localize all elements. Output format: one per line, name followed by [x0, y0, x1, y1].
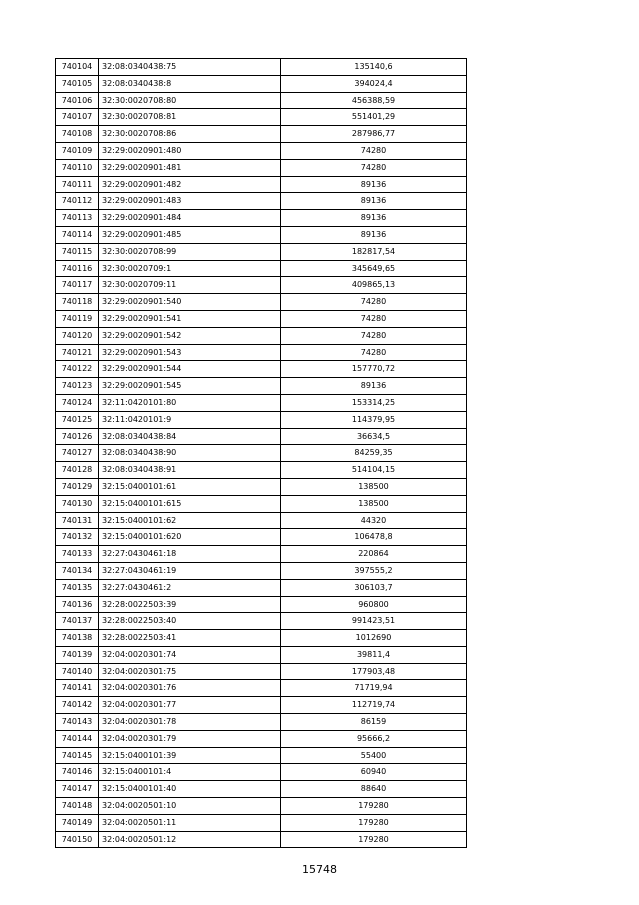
cadastral-number-cell: 32:11:0420101:9 — [99, 411, 281, 428]
table-body — [56, 59, 467, 848]
value-cell: 960800 — [281, 596, 467, 613]
table-row — [56, 529, 467, 546]
value-cell: 74280 — [281, 327, 467, 344]
value-cell: 345649,65 — [281, 260, 467, 277]
table-row — [56, 75, 467, 92]
cadastral-number-cell: 32:27:0430461:2 — [99, 579, 281, 596]
cadastral-number-cell: 32:29:0020901:545 — [99, 378, 281, 395]
value-cell: 112719,74 — [281, 697, 467, 714]
table-row — [56, 193, 467, 210]
table-row — [56, 310, 467, 327]
cadastral-number-cell: 32:27:0430461:19 — [99, 562, 281, 579]
cadastral-number-cell: 32:04:0020301:78 — [99, 714, 281, 731]
table-row — [56, 798, 467, 815]
row-id-cell: 740120 — [56, 327, 99, 344]
table-row — [56, 579, 467, 596]
cadastral-number-cell: 32:11:0420101:80 — [99, 394, 281, 411]
value-cell: 991423,51 — [281, 613, 467, 630]
value-cell: 74280 — [281, 142, 467, 159]
row-id-cell: 740123 — [56, 378, 99, 395]
cadastral-number-cell: 32:04:0020501:12 — [99, 831, 281, 848]
table-row — [56, 495, 467, 512]
cadastral-number-cell: 32:30:0020709:1 — [99, 260, 281, 277]
table-row — [56, 730, 467, 747]
table-row — [56, 764, 467, 781]
cadastral-number-cell: 32:29:0020901:482 — [99, 176, 281, 193]
table-row — [56, 445, 467, 462]
cadastral-number-cell: 32:04:0020301:77 — [99, 697, 281, 714]
row-id-cell: 740121 — [56, 344, 99, 361]
value-cell: 95666,2 — [281, 730, 467, 747]
row-id-cell: 740112 — [56, 193, 99, 210]
row-id-cell: 740141 — [56, 680, 99, 697]
cadastral-number-cell: 32:04:0020301:79 — [99, 730, 281, 747]
value-cell: 153314,25 — [281, 394, 467, 411]
cadastral-number-cell: 32:29:0020901:540 — [99, 294, 281, 311]
cadastral-value-table — [55, 58, 467, 848]
table-row — [56, 210, 467, 227]
table-row — [56, 562, 467, 579]
table-row — [56, 546, 467, 563]
table-row — [56, 680, 467, 697]
row-id-cell: 740145 — [56, 747, 99, 764]
table-row — [56, 159, 467, 176]
row-id-cell: 740106 — [56, 92, 99, 109]
row-id-cell: 740133 — [56, 546, 99, 563]
cadastral-number-cell: 32:29:0020901:483 — [99, 193, 281, 210]
table-row — [56, 646, 467, 663]
value-cell: 456388,59 — [281, 92, 467, 109]
cadastral-number-cell: 32:29:0020901:484 — [99, 210, 281, 227]
table-row — [56, 361, 467, 378]
row-id-cell: 740137 — [56, 613, 99, 630]
cadastral-number-cell: 32:29:0020901:485 — [99, 226, 281, 243]
value-cell: 220864 — [281, 546, 467, 563]
value-cell: 1012690 — [281, 630, 467, 647]
table-row — [56, 630, 467, 647]
cadastral-number-cell: 32:30:0020708:86 — [99, 126, 281, 143]
value-cell: 88640 — [281, 781, 467, 798]
cadastral-number-cell: 32:15:0400101:39 — [99, 747, 281, 764]
cadastral-number-cell: 32:04:0020301:76 — [99, 680, 281, 697]
row-id-cell: 740131 — [56, 512, 99, 529]
row-id-cell: 740104 — [56, 59, 99, 76]
row-id-cell: 740109 — [56, 142, 99, 159]
value-cell: 39811,4 — [281, 646, 467, 663]
page-number: 15748 — [302, 863, 337, 876]
row-id-cell: 740114 — [56, 226, 99, 243]
cadastral-number-cell: 32:28:0022503:40 — [99, 613, 281, 630]
table-row — [56, 697, 467, 714]
table-row — [56, 92, 467, 109]
table-row — [56, 394, 467, 411]
value-cell: 74280 — [281, 344, 467, 361]
table-row — [56, 142, 467, 159]
row-id-cell: 740148 — [56, 798, 99, 815]
value-cell: 60940 — [281, 764, 467, 781]
value-cell: 89136 — [281, 193, 467, 210]
value-cell: 177903,48 — [281, 663, 467, 680]
cadastral-number-cell: 32:30:0020708:81 — [99, 109, 281, 126]
cadastral-number-cell: 32:29:0020901:481 — [99, 159, 281, 176]
cadastral-number-cell: 32:29:0020901:544 — [99, 361, 281, 378]
row-id-cell: 740136 — [56, 596, 99, 613]
table-row — [56, 378, 467, 395]
table-row — [56, 747, 467, 764]
cadastral-number-cell: 32:04:0020501:10 — [99, 798, 281, 815]
row-id-cell: 740142 — [56, 697, 99, 714]
cadastral-number-cell: 32:08:0340438:90 — [99, 445, 281, 462]
value-cell: 55400 — [281, 747, 467, 764]
value-cell: 135140,6 — [281, 59, 467, 76]
cadastral-number-cell: 32:29:0020901:541 — [99, 310, 281, 327]
row-id-cell: 740135 — [56, 579, 99, 596]
value-cell: 179280 — [281, 814, 467, 831]
table-row — [56, 109, 467, 126]
value-cell: 36634,5 — [281, 428, 467, 445]
table-row — [56, 714, 467, 731]
row-id-cell: 740143 — [56, 714, 99, 731]
value-cell: 89136 — [281, 210, 467, 227]
row-id-cell: 740113 — [56, 210, 99, 227]
table-row — [56, 277, 467, 294]
table-row — [56, 260, 467, 277]
cadastral-number-cell: 32:28:0022503:41 — [99, 630, 281, 647]
row-id-cell: 740124 — [56, 394, 99, 411]
value-cell: 89136 — [281, 226, 467, 243]
cadastral-number-cell: 32:15:0400101:615 — [99, 495, 281, 512]
table-row — [56, 613, 467, 630]
row-id-cell: 740146 — [56, 764, 99, 781]
row-id-cell: 740144 — [56, 730, 99, 747]
value-cell: 179280 — [281, 798, 467, 815]
table-row — [56, 327, 467, 344]
value-cell: 74280 — [281, 310, 467, 327]
row-id-cell: 740115 — [56, 243, 99, 260]
table-row — [56, 226, 467, 243]
value-cell: 89136 — [281, 378, 467, 395]
row-id-cell: 740105 — [56, 75, 99, 92]
value-cell: 74280 — [281, 159, 467, 176]
table-row — [56, 411, 467, 428]
cadastral-number-cell: 32:08:0340438:8 — [99, 75, 281, 92]
value-cell: 86159 — [281, 714, 467, 731]
row-id-cell: 740108 — [56, 126, 99, 143]
table-row — [56, 59, 467, 76]
table-row — [56, 462, 467, 479]
row-id-cell: 740128 — [56, 462, 99, 479]
value-cell: 114379,95 — [281, 411, 467, 428]
cadastral-number-cell: 32:04:0020501:11 — [99, 814, 281, 831]
cadastral-number-cell: 32:04:0020301:74 — [99, 646, 281, 663]
row-id-cell: 740132 — [56, 529, 99, 546]
row-id-cell: 740116 — [56, 260, 99, 277]
table-row — [56, 344, 467, 361]
cadastral-number-cell: 32:30:0020708:80 — [99, 92, 281, 109]
value-cell: 551401,29 — [281, 109, 467, 126]
row-id-cell: 740111 — [56, 176, 99, 193]
table-row — [56, 243, 467, 260]
table-row — [56, 781, 467, 798]
value-cell: 409865,13 — [281, 277, 467, 294]
row-id-cell: 740150 — [56, 831, 99, 848]
value-cell: 287986,77 — [281, 126, 467, 143]
value-cell: 44320 — [281, 512, 467, 529]
row-id-cell: 740139 — [56, 646, 99, 663]
cadastral-number-cell: 32:30:0020709:11 — [99, 277, 281, 294]
value-cell: 157770,72 — [281, 361, 467, 378]
row-id-cell: 740134 — [56, 562, 99, 579]
row-id-cell: 740138 — [56, 630, 99, 647]
row-id-cell: 740147 — [56, 781, 99, 798]
cadastral-number-cell: 32:04:0020301:75 — [99, 663, 281, 680]
table-row — [56, 176, 467, 193]
value-cell: 306103,7 — [281, 579, 467, 596]
value-cell: 84259,35 — [281, 445, 467, 462]
row-id-cell: 740140 — [56, 663, 99, 680]
cadastral-number-cell: 32:15:0400101:4 — [99, 764, 281, 781]
row-id-cell: 740118 — [56, 294, 99, 311]
value-cell: 182817,54 — [281, 243, 467, 260]
value-cell: 394024,4 — [281, 75, 467, 92]
cadastral-number-cell: 32:27:0430461:18 — [99, 546, 281, 563]
row-id-cell: 740129 — [56, 478, 99, 495]
row-id-cell: 740149 — [56, 814, 99, 831]
cadastral-number-cell: 32:29:0020901:542 — [99, 327, 281, 344]
cadastral-number-cell: 32:28:0022503:39 — [99, 596, 281, 613]
value-cell: 138500 — [281, 495, 467, 512]
table-row — [56, 512, 467, 529]
cadastral-number-cell: 32:30:0020708:99 — [99, 243, 281, 260]
cadastral-number-cell: 32:08:0340438:75 — [99, 59, 281, 76]
table-row — [56, 478, 467, 495]
row-id-cell: 740127 — [56, 445, 99, 462]
cadastral-number-cell: 32:08:0340438:84 — [99, 428, 281, 445]
row-id-cell: 740126 — [56, 428, 99, 445]
row-id-cell: 740122 — [56, 361, 99, 378]
cadastral-number-cell: 32:15:0400101:62 — [99, 512, 281, 529]
table-row — [56, 428, 467, 445]
value-cell: 71719,94 — [281, 680, 467, 697]
table-row — [56, 663, 467, 680]
value-cell: 514104,15 — [281, 462, 467, 479]
cadastral-number-cell: 32:15:0400101:40 — [99, 781, 281, 798]
cadastral-number-cell: 32:29:0020901:480 — [99, 142, 281, 159]
value-cell: 138500 — [281, 478, 467, 495]
table-row — [56, 294, 467, 311]
table-row — [56, 831, 467, 848]
row-id-cell: 740110 — [56, 159, 99, 176]
value-cell: 106478,8 — [281, 529, 467, 546]
row-id-cell: 740107 — [56, 109, 99, 126]
table-row — [56, 596, 467, 613]
cadastral-number-cell: 32:08:0340438:91 — [99, 462, 281, 479]
row-id-cell: 740130 — [56, 495, 99, 512]
row-id-cell: 740117 — [56, 277, 99, 294]
row-id-cell: 740119 — [56, 310, 99, 327]
table-row — [56, 814, 467, 831]
cadastral-number-cell: 32:15:0400101:620 — [99, 529, 281, 546]
value-cell: 89136 — [281, 176, 467, 193]
table-row — [56, 126, 467, 143]
row-id-cell: 740125 — [56, 411, 99, 428]
value-cell: 397555,2 — [281, 562, 467, 579]
cadastral-number-cell: 32:29:0020901:543 — [99, 344, 281, 361]
cadastral-number-cell: 32:15:0400101:61 — [99, 478, 281, 495]
value-cell: 179280 — [281, 831, 467, 848]
value-cell: 74280 — [281, 294, 467, 311]
